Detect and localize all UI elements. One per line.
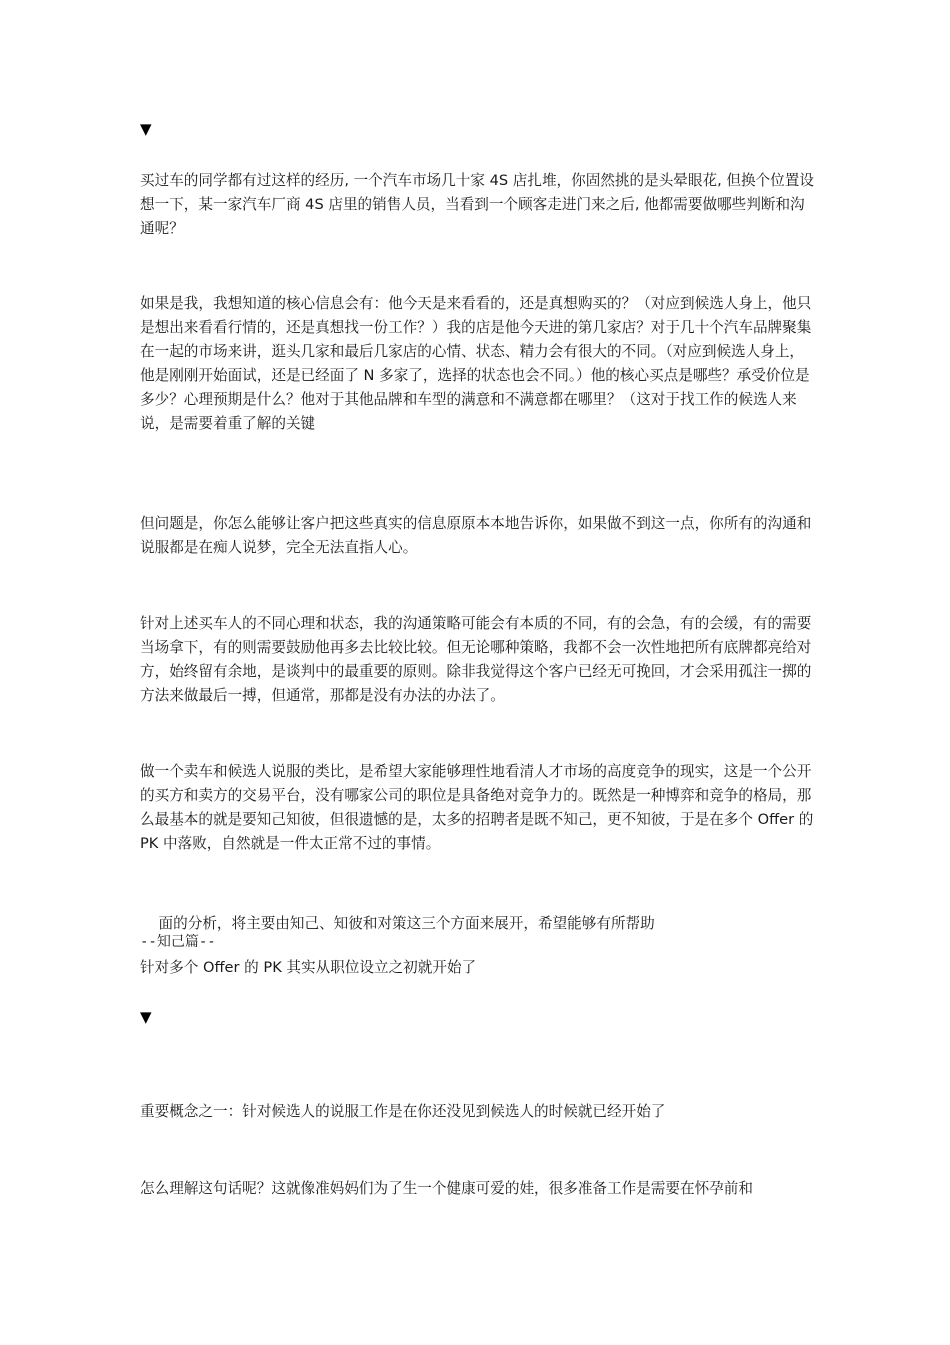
analysis-outline-line: 面的分析，将主要由知己、知彼和对策这三个方面来展开，希望能够有所帮助 (140, 915, 655, 932)
collapse-triangle-icon: ▼ (140, 1008, 152, 1026)
paragraph-analogy: 做一个卖车和候选人说服的类比，是希望大家能够理性地看清人才市场的高度竞争的现实，这是一个公开的买方和卖方的交易平台，没有哪家公司的职位是具备绝对竞争力的。既然是一种博弈和竞争的格局，那么最基本的就是要知己知彼，但很遗憾的是，太多的招聘者是既不知己，更不知彼，于是在多个 Offer 的 PK 中落败，自然就是一件太正常不过的事情。 (140, 763, 818, 852)
paragraph-car-buying-intro: 买过车的同学都有过这样的经历, 一个汽车市场几十家 4S 店扎堆，你固然挑的是头晕眼花, 但换个位置设想一下，某一家汽车厂商 4S 店里的销售人员，当看到一个顾客走进门来之后, 他都需要做哪些判断和沟通呢？ (140, 172, 814, 237)
paragraph-explanation: 怎么理解这句话呢？这就像准妈妈们为了生一个健康可爱的娃，很多准备工作是需要在怀孕前和 (140, 1180, 753, 1197)
paragraph-communication-strategy: 针对上述买车人的不同心理和状态，我的沟通策略可能会有本质的不同，有的会急，有的会缓，有的需要当场拿下，有的则需要鼓励他再多去比较比较。但无论哪种策略，我都不会一次性地把所有底牌都亮给对方，始终留有余地，是谈判中的最重要的原则。除非我觉得这个客户已经无可挽回，才会采用孤注一掷的方法来做最后一搏，但通常，那都是没有办法的办法了。 (140, 615, 812, 704)
section-subheading-offer-pk: 针对多个 Offer 的 PK 其实从职位设立之初就开始了 (140, 959, 477, 976)
section-heading-know-yourself: --知己篇-- (140, 934, 216, 950)
paragraph-key-concept-one: 重要概念之一：针对候选人的说服工作是在你还没见到候选人的时候就已经开始了 (140, 1103, 666, 1120)
paragraph-core-information: 如果是我，我想知道的核心信息会有：他今天是来看看的，还是真想购买的？（对应到候选人身上，他只是想出来看看行情的，还是真想找一份工作？）我的店是他今天进的第几家店？对于几十个汽车品牌聚集在一起的市场来讲，逛头几家和最后几家店的心情、状态、精力会有很大的不同。（对应到候选人身上，他是刚刚开始面试，还是已经面了 N 多家了，选择的状态也会不同。）他的核心买点是哪些？承受价位是多少？心理预期是什么？他对于其他品牌和车型的满意和不满意都在哪里？（这对于找工作的候选人来说，是需要着重了解的关键 (140, 295, 812, 432)
collapse-triangle-icon: ▼ (140, 120, 152, 138)
paragraph-the-problem: 但问题是，你怎么能够让客户把这些真实的信息原原本本地告诉你，如果做不到这一点，你所有的沟通和说服都是在痴人说梦，完全无法直指人心。 (140, 515, 812, 556)
